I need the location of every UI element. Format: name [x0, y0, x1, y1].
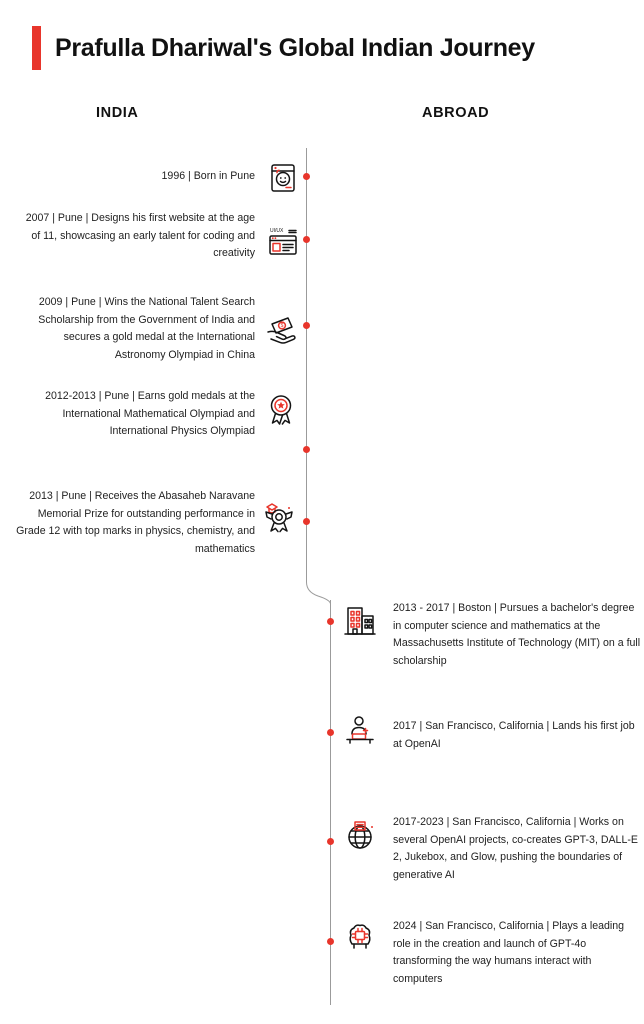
timeline-dot: [327, 618, 334, 625]
global-network-icon: [339, 814, 381, 856]
event-text: 2013 - 2017 | Boston | Pursues a bachelor's degree in computer science and mathematics at the Massachusetts Institute of Technology (MIT) on a full scholarship: [393, 602, 641, 667]
event-text: 2012-2013 | Pune | Earns gold medals at the International Mathematical Olympiad and International Physics Olympiad: [45, 390, 255, 437]
timeline-axis-upper: [306, 148, 307, 578]
event-text: 2024 | San Francisco, California | Plays a leading role in the creation and launch of GPT-4o transforming the way humans interact with computers: [393, 920, 625, 985]
timeline-dot: [303, 446, 310, 453]
title-accent-bar: [32, 26, 41, 70]
timeline-dot: [327, 838, 334, 845]
column-header-india: INDIA: [96, 105, 139, 121]
svg-text:$: $: [280, 323, 284, 330]
award-medal-icon: [260, 387, 302, 429]
web-design-icon: [262, 222, 304, 264]
ai-brain-network-icon: [339, 914, 381, 956]
event-text: 2017 | San Francisco, California | Lands his first job at OpenAI: [393, 720, 635, 750]
event-text: 2009 | Pune | Wins the National Talent Search Scholarship from the Government of India and secures a gold medal at the International Astronomy Olympiad in China: [38, 296, 255, 361]
graduation-prize-icon: [258, 495, 300, 537]
title-text: Prafulla Dhariwal's Global Indian Journey: [55, 33, 535, 62]
scholarship-money-hand-icon: [260, 306, 302, 348]
event-text: 2007 | Pune | Designs his first website at the age of 11, showcasing an early talent for coding and creativity: [25, 212, 255, 259]
university-building-icon: [339, 598, 381, 640]
timeline-dot: [327, 729, 334, 736]
timeline-dot: [303, 518, 310, 525]
column-header-abroad: ABROAD: [422, 105, 490, 121]
timeline-dot: [303, 322, 310, 329]
researcher-desk-icon: [339, 708, 381, 750]
page-title: [32, 26, 535, 70]
event-text: 2013 | Pune | Receives the Abasaheb Naravane Memorial Prize for outstanding performance in Grade 12 with top marks in physics, chemistry, and mathematics: [16, 490, 255, 555]
timeline-dot: [303, 236, 310, 243]
event-text: 1996 | Born in Pune: [161, 170, 255, 182]
timeline-axis-bend: [306, 570, 332, 604]
baby-photo-icon: [262, 158, 304, 200]
timeline-dot: [327, 938, 334, 945]
event-text: 2017-2023 | San Francisco, California | Works on several OpenAI projects, co-creates GPT-3, DALL-E 2, Jukebox, and Glow, pushing the boundaries of generative AI: [393, 816, 638, 881]
timeline-dot: [303, 173, 310, 180]
svg-text:UI/UX: UI/UX: [270, 228, 284, 234]
